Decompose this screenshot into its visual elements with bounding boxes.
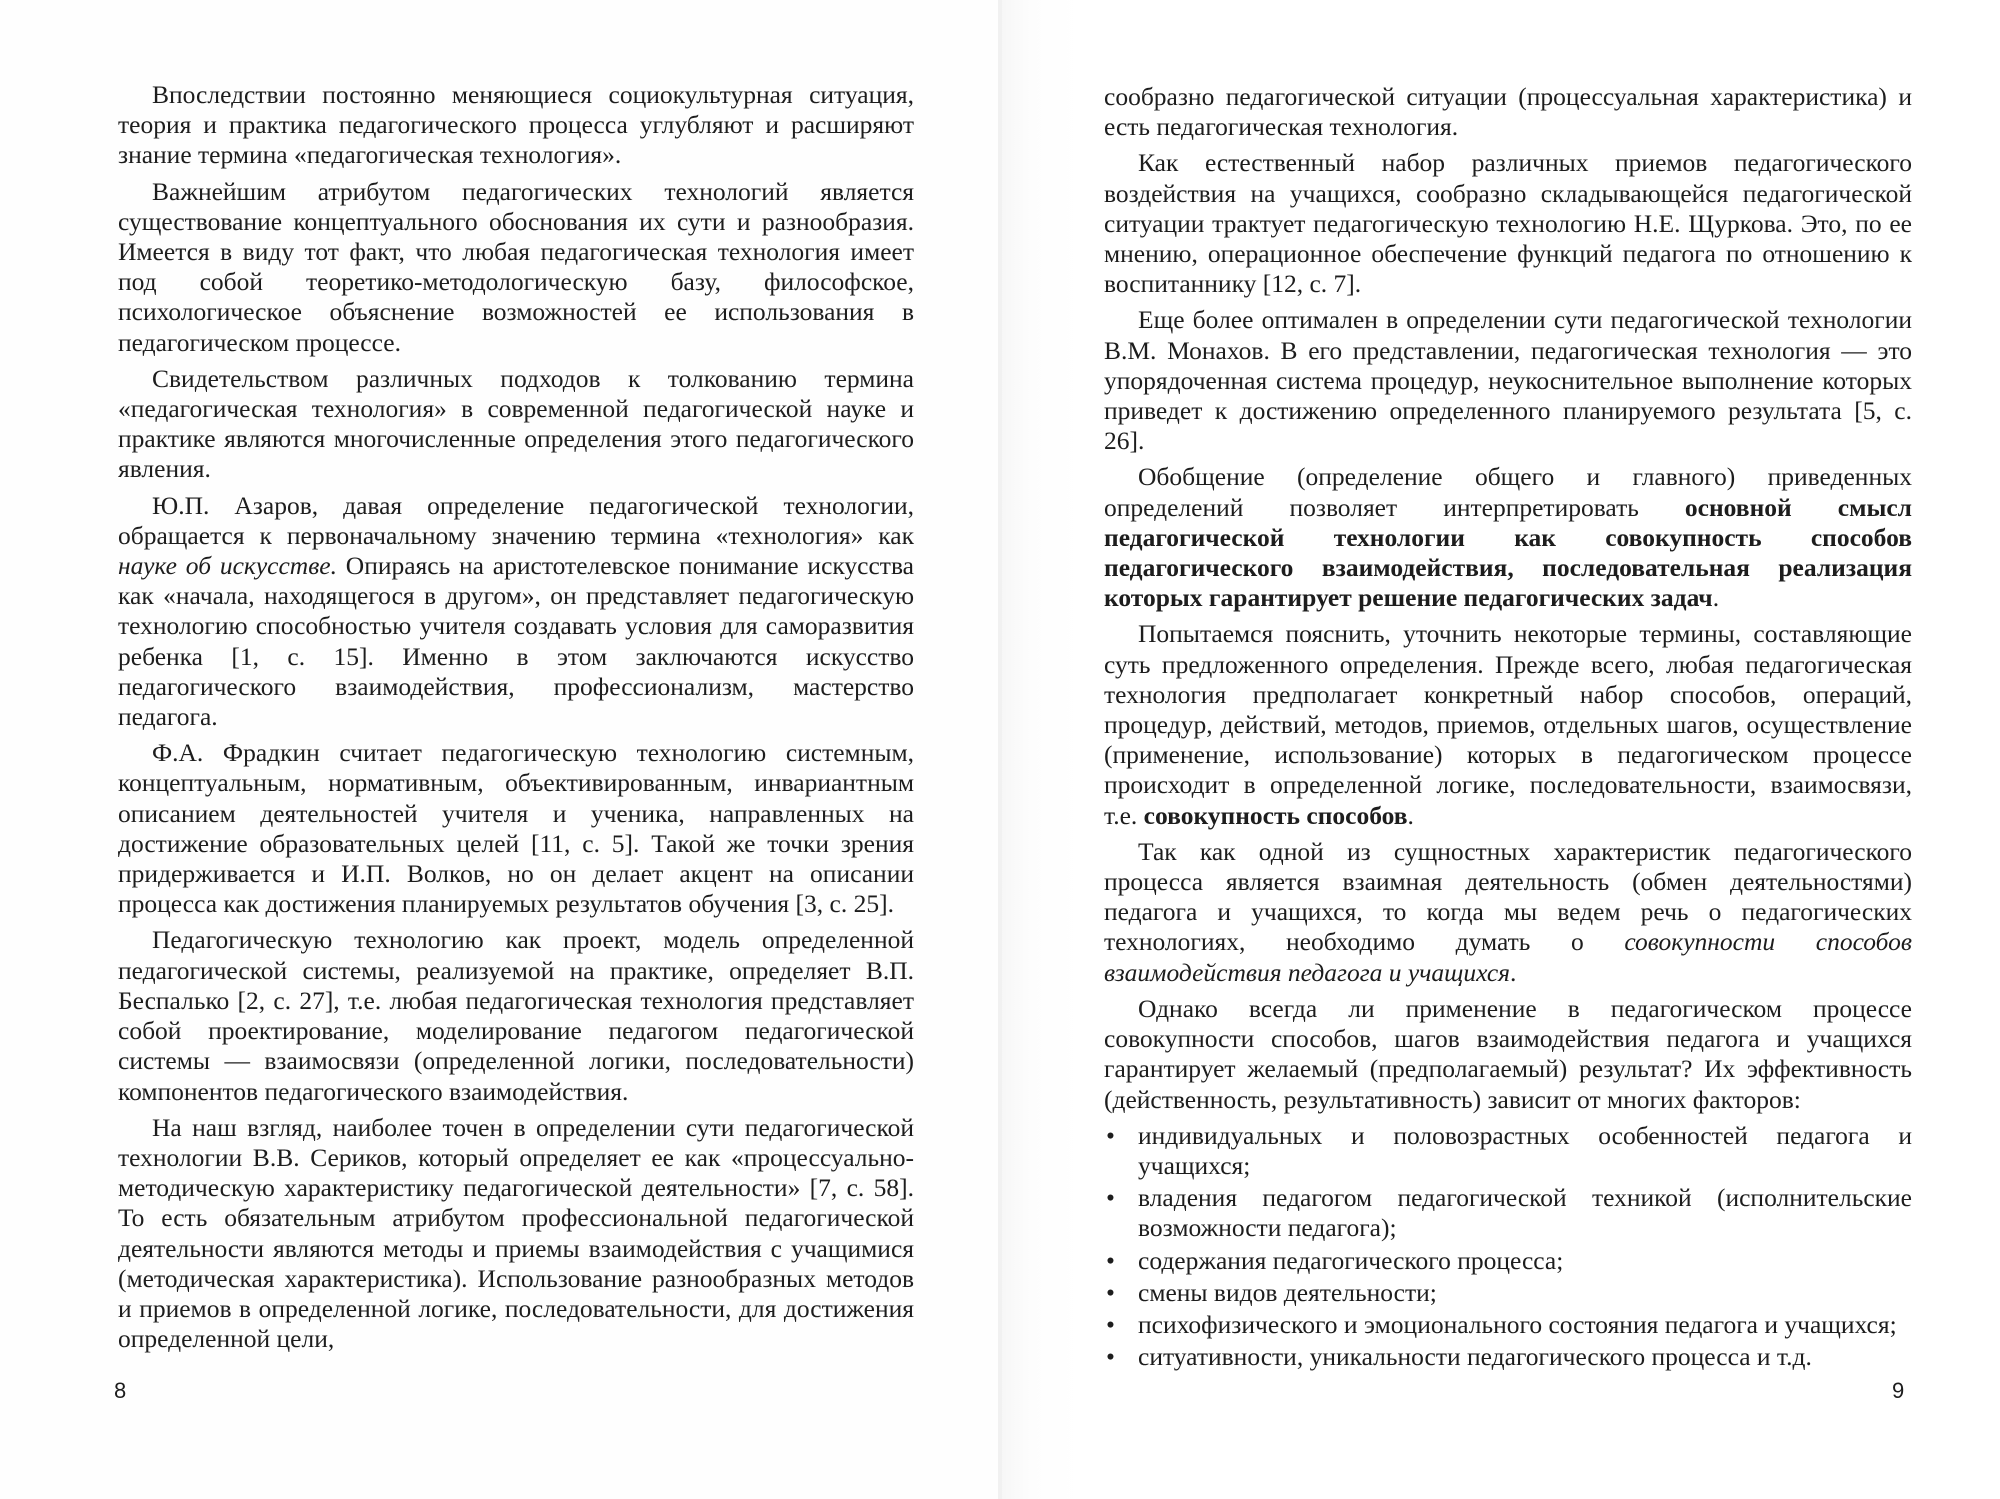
bullet-icon: • (1106, 1120, 1115, 1150)
paragraph (1104, 619, 1912, 830)
page-number: 9 (1892, 1378, 1905, 1403)
text-run: . (1510, 957, 1517, 987)
list-item (1104, 1121, 1912, 1181)
paragraph (118, 491, 914, 733)
text-run: Опираясь на аристотелевское понимание искусства как «начала, находящегося в другом», он представляет педагогическую технологию способностью учителя создавать условия для саморазвития ребенка [1, с. 15]. Именно в этом заключаются искусство педагогического взаимодействия, профессионализм, мастерство педагога. (118, 551, 914, 732)
bullet-icon: • (1106, 1183, 1115, 1213)
page-number: 8 (114, 1378, 127, 1403)
paragraph (1104, 462, 1912, 613)
text-run: Попытаемся пояснить, уточнить некоторые термины, составляющие суть предложенного определения. Прежде всего, любая педагогическая технология предполагает конкретный набор способов, операций, процедур, действий, методов, приемов, отдельных шагов, осуществление (применение, использование) которых в педагогическом процессе происходит в определенной логике, последовательности, взаимосвязи, т.е. (1104, 619, 1912, 830)
paragraph: Еще более оптимален в определении сути педагогической технологии В.М. Монахов. В его представлении, педагогическая технология — это упорядоченная система процедур, неукоснительное выполнение которых приведет к достижению определенного планируемого результата [5, с. 26]. (1104, 305, 1912, 456)
bullet-icon: • (1106, 1309, 1115, 1339)
italic-text: науке об искусстве. (118, 551, 337, 581)
paragraph: Важнейшим атрибутом педагогических технологий является существование концептуального обоснования их сути и разнообразия. Имеется в виду тот факт, что любая педагогическая технология имеет под собой теоретико-методологическую базу, философское, психологическое объяснение возможностей ее использования в педагогическом процессе. (118, 176, 914, 357)
list-item-text: индивидуальных и половозрастных особенностей педагога и учащихся; (1138, 1120, 1912, 1180)
text-run: Ю.П. Азаров, давая определение педагогической технологии, обращается к первоначальному значению термина «технология» как (118, 490, 914, 550)
bold-term: совокупность способов (1143, 800, 1408, 830)
factor-list (1104, 1121, 1912, 1373)
list-item-text: содержания педагогического процесса; (1138, 1245, 1564, 1275)
text-run: Так как одной из сущностных характеристик педагогического процесса является взаимная деятельность (обмен деятельностями) педагога и учащихся, то когда мы ведем речь о педагогических технологиях, необходимо думать о (1104, 836, 1912, 957)
text-run: . (1712, 583, 1720, 613)
paragraph: Свидетельством различных подходов к толкованию термина «педагогическая технология» в современной педагогической науке и практике являются многочисленные определения этого педагогического явления. (118, 363, 914, 484)
paragraph-continuation: сообразно педагогической ситуации (процессуальная характеристика) и есть педагогическая технология. (1104, 82, 1912, 142)
list-item (1104, 1183, 1912, 1243)
list-item-text: владения педагогом педагогической техникой (исполнительские возможности педагога); (1138, 1183, 1912, 1243)
left-page-text (118, 80, 914, 1360)
list-item-text: ситуативности, уникальности педагогического процесса и т.д. (1138, 1342, 1812, 1372)
right-page (1000, 0, 2000, 1499)
list-item (1104, 1310, 1912, 1340)
paragraph: Ф.А. Фрадкин считает педагогическую технологию системным, концептуальным, нормативным, объективированным, инвариантным описанием деятельностей учителя и ученика, направленных на достижение образовательных целей [11, с. 5]. Такой же точки зрения придерживается и И.П. Волков, но он делает акцент на описании процесса как достижения планируемых результатов обучения [3, с. 25]. (118, 738, 914, 919)
list-item (1104, 1342, 1912, 1372)
list-item (1104, 1278, 1912, 1308)
list-item-text: психофизического и эмоционального состояния педагога и учащихся; (1138, 1309, 1897, 1339)
book-gutter (998, 0, 1002, 1499)
paragraph: На наш взгляд, наиболее точен в определении сути педагогической технологии В.В. Сериков, который определяет ее как «процессуально-методическую характеристику педагогической деятельности» [7, с. 58]. То есть обязательным атрибутом профессиональной педагогической деятельности являются методы и приемы взаимодействия с учащимися (методическая характеристика). Использование разнообразных методов и приемов в определенной логике, последовательности, для достижения определенной цели, (118, 1112, 914, 1354)
text-run: Обобщение (определение общего и главного) приведенных определений позволяет интерпретировать (1104, 462, 1912, 522)
bold-definition: основной смысл педагогической технологии как совокупность способов педагогического взаимодействия, последовательная реализация которых гарантирует решение педагогических задач (1104, 492, 1912, 613)
paragraph: Как естественный набор различных приемов педагогического воздействия на учащихся, сообразно складывающейся педагогической ситуации трактует педагогическую технологию Н.Е. Щуркова. Это, по ее мнению, операционное обеспечение функций педагога по отношению к воспитаннику [12, с. 7]. (1104, 148, 1912, 299)
bullet-icon: • (1106, 1342, 1115, 1372)
bullet-icon: • (1106, 1277, 1115, 1307)
paragraph: Педагогическую технологию как проект, модель определенной педагогической системы, реализуемой на практике, определяет В.П. Беспалько [2, с. 27], т.е. любая педагогическая технология представляет собой проектирование, моделирование педагогом педагогической системы — взаимосвязи (определенной логики, последовательности) компонентов педагогического взаимодействия. (118, 925, 914, 1106)
paragraph: Впоследствии постоянно меняющиеся социокультурная ситуация, теория и практика педагогического процесса углубляют и расширяют знание термина «педагогическая технология». (118, 80, 914, 170)
text-run: . (1407, 800, 1414, 830)
list-item-text: смены видов деятельности; (1138, 1277, 1437, 1307)
italic-text: совокупности способов взаимодействия педагога и учащихся (1104, 927, 1912, 987)
paragraph: Однако всегда ли применение в педагогическом процессе совокупности способов, шагов взаимодействия педагога и учащихся гарантирует желаемый (предполагаемый) результат? Их эффективность (действенность, результативность) зависит от многих факторов: (1104, 993, 1912, 1114)
bullet-icon: • (1106, 1245, 1115, 1275)
right-page-text (1104, 82, 1912, 1374)
paragraph (1104, 837, 1912, 988)
list-item (1104, 1246, 1912, 1276)
